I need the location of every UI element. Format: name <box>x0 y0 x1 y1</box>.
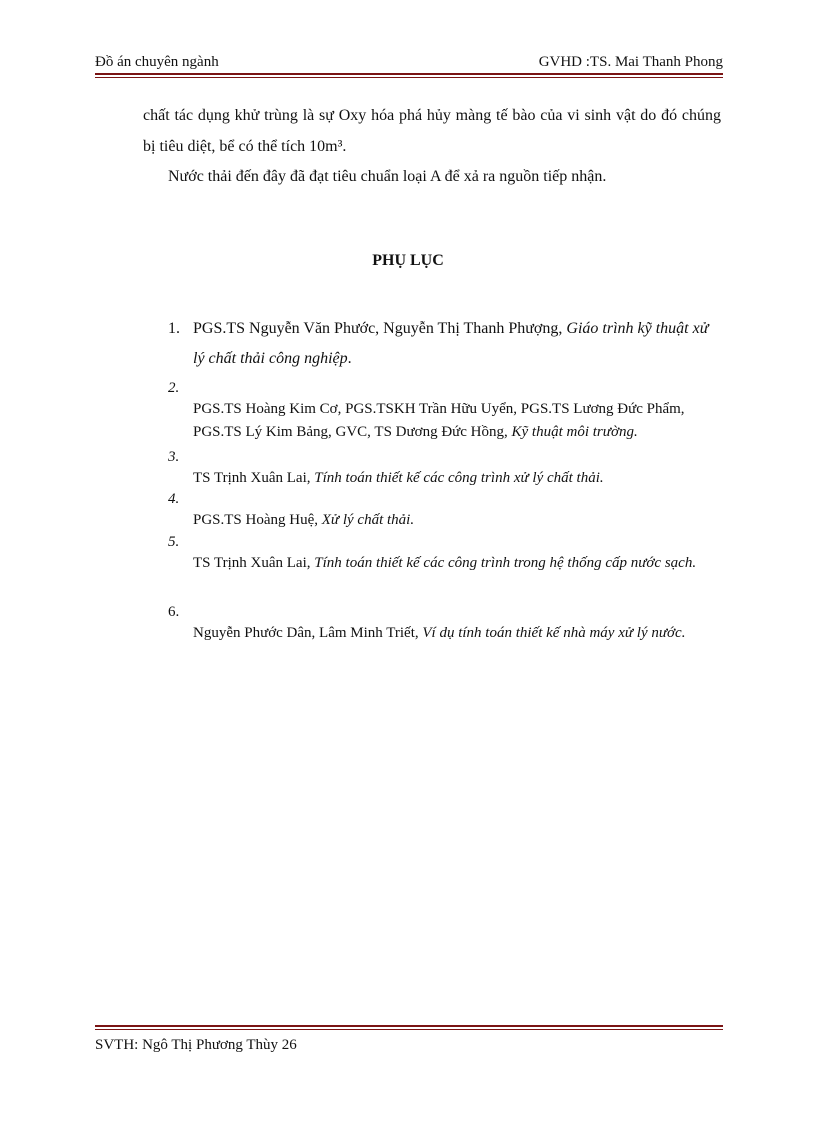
reference-number: 2. <box>168 380 180 396</box>
reference-number: 3. <box>168 449 180 465</box>
reference-item-1 <box>168 314 723 374</box>
reference-authors: PGS.TS Hoàng Huệ, <box>193 512 322 528</box>
header-rule <box>95 73 723 78</box>
reference-title: Tính toán thiết kế các công trình trong hệ thống cấp nước sạch. <box>314 555 697 571</box>
reference-number: 4. <box>168 491 180 507</box>
reference-authors: TS Trịnh Xuân Lai, <box>193 555 315 571</box>
appendix-heading: PHỤ LỤC <box>372 252 444 269</box>
reference-title: Xử lý chất thải. <box>321 512 415 528</box>
reference-number: 1. <box>168 320 180 337</box>
reference-authors: TS Trịnh Xuân Lai, <box>193 470 315 486</box>
paragraph-discharge: Nước thải đến đây đã đạt tiêu chuẩn loại A để xả ra nguồn tiếp nhận. <box>168 168 607 185</box>
footer-rule <box>95 1025 723 1030</box>
reference-title: Tính toán thiết kế các công trình xử lý chất thải. <box>314 470 604 486</box>
reference-item-6 <box>193 622 723 645</box>
page-header <box>95 54 723 72</box>
reference-authors: PGS.TS Nguyễn Văn Phước, Nguyễn Thị Thanh Phượng, <box>193 320 567 337</box>
reference-title: Ví dụ tính toán thiết kế nhà máy xử lý nước. <box>422 625 686 641</box>
reference-item-2 <box>193 398 723 444</box>
header-course-title: Đồ án chuyên ngành <box>95 54 219 70</box>
reference-number: 6. <box>168 604 180 620</box>
reference-item-5 <box>193 552 723 575</box>
header-supervisor: GVHD :TS. Mai Thanh Phong <box>538 54 723 70</box>
body-text <box>143 100 721 189</box>
reference-end: . <box>347 350 352 367</box>
page-footer: SVTH: Ngô Thị Phương Thùy 26 <box>95 1037 297 1053</box>
reference-title: Giáo trình kỹ thuật xử lý chất thải công nghiệp <box>193 320 709 367</box>
reference-number: 5. <box>168 534 180 550</box>
paragraph-disinfection: chất tác dụng khử trùng là sự Oxy hóa phá hủy màng tế bào của vi sinh vật do đó chúng bị tiêu diệt, bể có thể tích 10m³. <box>143 107 721 155</box>
reference-title: Kỹ thuật môi trường. <box>511 424 638 440</box>
reference-item-4 <box>193 509 723 532</box>
reference-item-3 <box>193 467 723 490</box>
reference-authors: PGS.TS Hoàng Kim Cơ, PGS.TSKH Trần Hữu Uyển, PGS.TS Lương Đức Phẩm, PGS.TS Lý Kim Bảng, GVC, TS Dương Đức Hồng, <box>193 401 685 440</box>
reference-authors: Nguyễn Phước Dân, Lâm Minh Triết, <box>193 625 423 641</box>
